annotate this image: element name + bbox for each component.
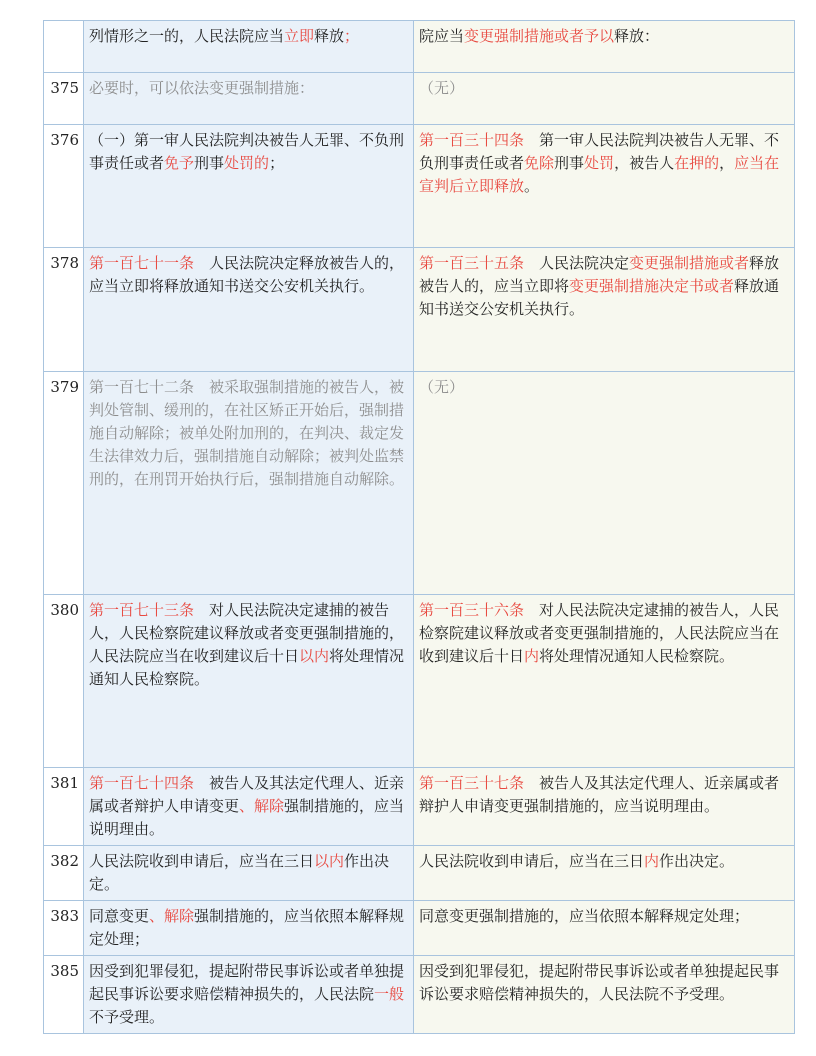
old-provision-cell (84, 372, 414, 595)
row-number: 375 (44, 73, 84, 125)
table-row (44, 125, 795, 248)
provision-text: 释放通知书送交公安机关执行。 (419, 277, 780, 318)
old-provision-cell (84, 768, 414, 846)
changed-text: 、解除 (149, 907, 195, 925)
old-provision-cell (84, 846, 414, 901)
provision-text: （无） (419, 79, 465, 97)
old-provision-cell (84, 248, 414, 372)
changed-text: 以内 (299, 647, 330, 665)
new-provision-cell (414, 248, 795, 372)
changed-text: 变更强制措施或者予以 (464, 27, 615, 45)
table-row (44, 372, 795, 595)
provision-text: 列情形之一的，人民法院应当 (89, 27, 285, 45)
table-row (44, 846, 795, 901)
provision-text: 将处理情况通知人民检察院。 (89, 647, 405, 688)
provision-text: （无） (419, 378, 465, 396)
row-number: 378 (44, 248, 84, 372)
old-provision-cell (84, 125, 414, 248)
changed-text: 处罚的 (224, 154, 270, 172)
changed-text: 第一百三十七条 (419, 774, 525, 792)
provision-text: 对人民法院决定逮捕的被告人，人民检察院建议释放或者变更强制措施的，人民法院应当在收到建议后十日 (419, 601, 780, 665)
table-row (44, 956, 795, 1034)
provision-text: 强制措施的，应当依照本解释规定处理； (89, 907, 405, 948)
changed-text: 内 (524, 647, 540, 665)
provision-text: 刑事 (554, 154, 585, 172)
table-row (44, 248, 795, 372)
changed-text: 变更强制措施或者 (629, 254, 750, 272)
new-provision-cell (414, 21, 795, 73)
changed-text: 第一百七十一条 (89, 254, 195, 272)
new-provision-cell (414, 768, 795, 846)
table-row (44, 595, 795, 768)
provision-text: 同意变更 (89, 907, 150, 925)
comparison-table (43, 20, 795, 1034)
old-provision-cell (84, 21, 414, 73)
provision-text: 释放： (614, 27, 660, 45)
changed-text: 、解除 (239, 797, 285, 815)
provision-text: 。 (524, 177, 540, 195)
provision-text: 必要时，可以依法变更强制措施： (89, 79, 315, 97)
provision-text: ， (719, 154, 735, 172)
changed-text: 第一百三十五条 (419, 254, 525, 272)
row-number: 383 (44, 901, 84, 956)
provision-text: 释放 (314, 27, 345, 45)
changed-text: 免予 (164, 154, 195, 172)
changed-text: 处罚 (584, 154, 615, 172)
changed-text: 在押的 (674, 154, 720, 172)
provision-text: 同意变更强制措施的，应当依照本解释规定处理； (419, 907, 750, 925)
provision-text: 释放被告人的，应当立即将 (419, 254, 780, 295)
new-provision-cell (414, 846, 795, 901)
row-number: 385 (44, 956, 84, 1034)
provision-text: ； (269, 154, 285, 172)
old-provision-cell (84, 956, 414, 1034)
provision-text: 因受到犯罪侵犯，提起附带民事诉讼或者单独提起民事诉讼要求赔偿精神损失的，人民法院 (89, 962, 405, 1003)
provision-text: （一）第一审人民法院判决被告人无罪、不负刑事责任或者 (89, 131, 405, 172)
changed-text: 第一百三十六条 (419, 601, 525, 619)
changed-text: 以内 (314, 852, 345, 870)
provision-text: 刑事 (194, 154, 225, 172)
provision-text: 作出决定。 (659, 852, 735, 870)
new-provision-cell (414, 956, 795, 1034)
provision-text: 被告人及其法定代理人、近亲属或者辩护人申请变更强制措施的，应当说明理由。 (419, 774, 780, 815)
changed-text: 第一百七十四条 (89, 774, 195, 792)
row-number: 376 (44, 125, 84, 248)
provision-text: 院应当 (419, 27, 465, 45)
provision-text: 不予受理。 (89, 1008, 165, 1026)
row-number: 382 (44, 846, 84, 901)
changed-text: ； (344, 27, 360, 45)
row-number: 379 (44, 372, 84, 595)
changed-text: 立即 (284, 27, 315, 45)
changed-text: 一般 (374, 985, 405, 1003)
changed-text: 变更强制措施决定书或者 (569, 277, 735, 295)
table-row (44, 21, 795, 73)
row-number: 380 (44, 595, 84, 768)
provision-text: 第一百七十二条 被采取强制措施的被告人，被判处管制、缓刑的，在社区矫正开始后，强制措施自动解除；被单处附加刑的，在判决、裁定发生法律效力后，强制措施自动解除；被判处监禁刑的，在刑罚开始执行后，强制措施自动解除。 (89, 378, 405, 488)
comparison-table-body (44, 21, 795, 1034)
provision-text: 人民法院收到申请后，应当在三日 (419, 852, 645, 870)
changed-text: 免除 (524, 154, 555, 172)
provision-text: 强制措施的，应当说明理由。 (89, 797, 405, 838)
provision-text: 将处理情况通知人民检察院。 (539, 647, 735, 665)
provision-text: ，被告人 (614, 154, 675, 172)
new-provision-cell (414, 125, 795, 248)
old-provision-cell (84, 595, 414, 768)
new-provision-cell (414, 595, 795, 768)
table-row (44, 768, 795, 846)
table-row (44, 901, 795, 956)
provision-text: 因受到犯罪侵犯，提起附带民事诉讼或者单独提起民事诉讼要求赔偿精神损失的，人民法院不予受理。 (419, 962, 780, 1003)
old-provision-cell (84, 73, 414, 125)
new-provision-cell (414, 372, 795, 595)
row-number (44, 21, 84, 73)
provision-text: 人民法院决定 (524, 254, 630, 272)
provision-text: 人民法院决定释放被告人的，应当立即将释放通知书送交公安机关执行。 (89, 254, 405, 295)
changed-text: 应当在宣判后立即释放 (419, 154, 780, 195)
provision-text: 对人民法院决定逮捕的被告人，人民检察院建议释放或者变更强制措施的，人民法院应当在收到建议后十日 (89, 601, 405, 665)
table-row (44, 73, 795, 125)
old-provision-cell (84, 901, 414, 956)
provision-text: 被告人及其法定代理人、近亲属或者辩护人申请变更 (89, 774, 405, 815)
new-provision-cell (414, 901, 795, 956)
provision-text: 第一审人民法院判决被告人无罪、不负刑事责任或者 (419, 131, 780, 172)
changed-text: 第一百七十三条 (89, 601, 195, 619)
provision-text: 作出决定。 (89, 852, 390, 893)
new-provision-cell (414, 73, 795, 125)
provision-text: 人民法院收到申请后，应当在三日 (89, 852, 315, 870)
row-number: 381 (44, 768, 84, 846)
changed-text: 第一百三十四条 (419, 131, 525, 149)
changed-text: 内 (644, 852, 660, 870)
